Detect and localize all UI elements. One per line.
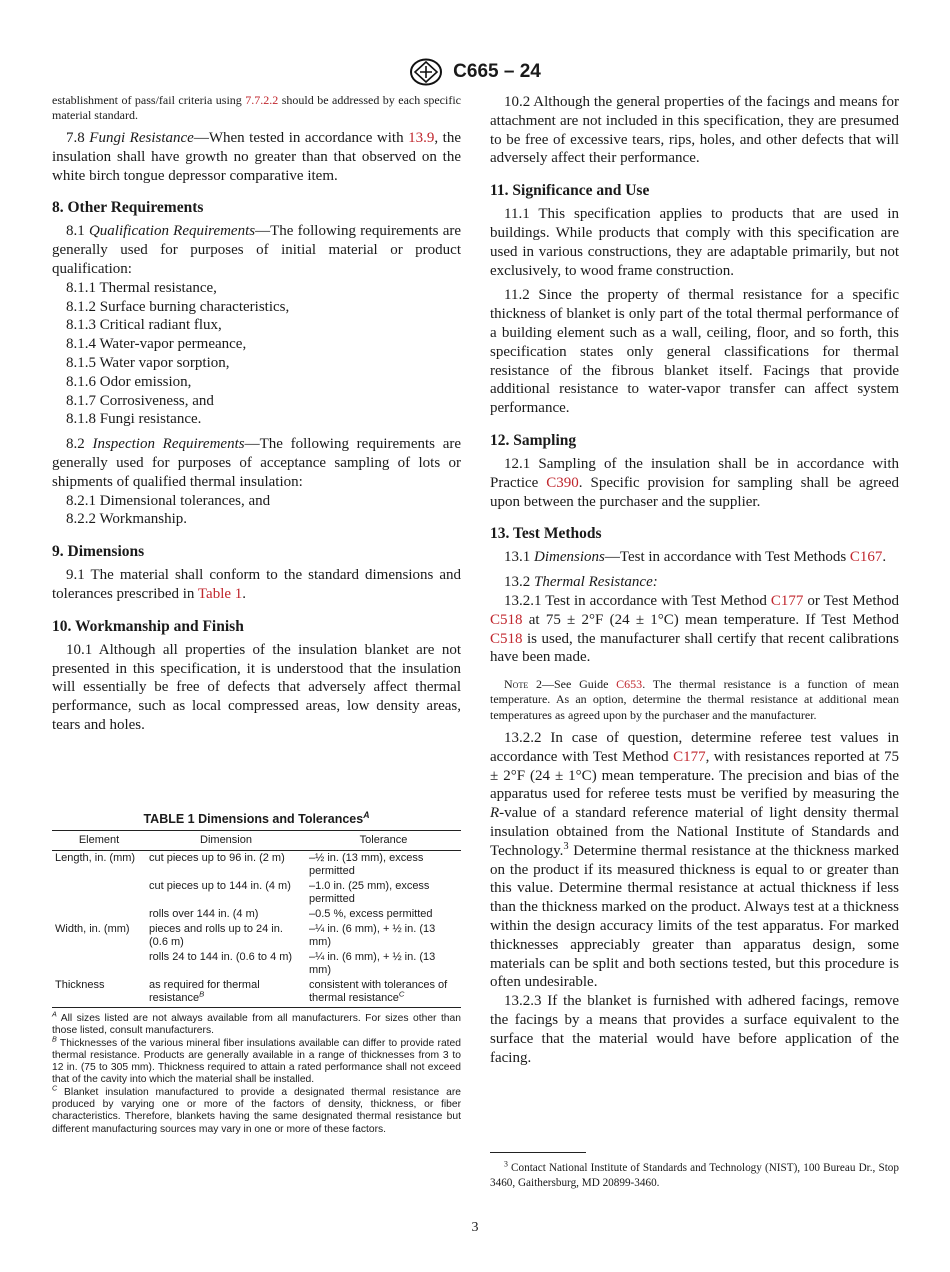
list-8-1 [52,279,461,429]
list-item: 8.1.1 Thermal resistance, [66,279,217,296]
continued-paragraph: establishment of pass/fail criteria using 7.7.2.2 should be addressed by each specific material standard. [52,93,462,122]
column-header: Dimension [146,831,306,851]
astm-logo-icon [409,58,443,86]
link-13-9[interactable]: 13.9 [408,130,435,146]
section-13-1: 13.1 Dimensions—Test in accordance with Test Methods C167. [504,549,887,566]
table-row [52,907,461,922]
section-8-1: 8.1 Qualification Requirements—The following requirements are generally used for purposes of initial material or product qualification: [52,223,462,277]
link-c167[interactable]: C167 [849,549,883,566]
table-cell: rolls over 144 in. (4 m) [149,908,259,920]
table-cell: rolls 24 to 144 in. (0.6 to 4 m) [149,951,293,963]
table-cell: as required for thermal resistance$^B$ [146,978,306,1008]
section-13-2-1: 13.2.1 Test in accordance with Test Method C177 or Test Method C518 at 75 ± 2°F (24 ± 1°C) mean temperature. If Test Method C518 is used, the manufacturer shall certify that recent calibrations have been made. [490,592,899,666]
footnote-rule [490,1152,586,1153]
table-cell: –½ in. (13 mm), excess permitted [309,852,424,877]
table-cell: cut pieces up to 96 in. (2 m) [149,852,285,864]
column-header: Element [52,831,146,851]
section-9-1: 9.1 The material shall conform to the standard dimensions and tolerances prescribed in Table 1. [52,567,461,602]
list-item: 8.1.2 Surface burning characteristics, [66,298,290,315]
table-cell [52,950,146,978]
heading-other-requirements: 8. Other Requirements [52,199,204,217]
heading-significance: 11. Significance and Use [490,182,650,200]
left-column [52,93,461,735]
section-11-1: 11.1 This specification applies to products that are used in buildings. While products that comply with this specification are used in various constructions, they are adaptable primarily, but not exclusively, to wood frame construction. [490,206,899,279]
page-number: 3 [471,1220,479,1235]
table-footnotes [52,1009,461,1136]
list-item: 8.1.6 Odor emission, [66,373,192,390]
table-footnote-b: $^B$ Thicknesses of the various mineral fiber insulations available can differ to provide rated thermal resistance. Products are generally available in a range of thicknesses from 3 to 12 in. (75 to 305 mm). Thickness required to attain a rated performance shall not exceed that of the cavity into which the material shall be installed. [52,1034,461,1086]
section-10-2: 10.2 Although the general properties of the facings and means for attachment are not included in this specification, they are presumed to be free of excessive tears, rips, holes, and other defects that will adversely affect their performance. [490,94,899,167]
heading-workmanship: 10. Workmanship and Finish [52,617,244,635]
table-cell: –¼ in. (6 mm), + ½ in. (13 mm) [309,923,436,948]
link-c518[interactable]: C518 [490,611,523,628]
footnote-3: $^3$ Contact National Institute of Standards and Technology (NIST), 100 Bureau Dr., Stop 3460, Gaithersburg, MD 20899-3460. [490,1159,899,1189]
table-row [52,851,461,880]
list-item: 8.1.8 Fungi resistance. [66,411,202,428]
table-row [52,922,461,950]
section-7-8: 7.8 Fungi Resistance—When tested in accordance with 13.9, the insulation shall have growth no greater than that observed on the white birch tongue depressor comparative item. [52,130,461,184]
link-c177[interactable]: C177 [673,748,706,765]
table-cell: Thickness [52,978,146,1008]
list-item: 8.1.7 Corrosiveness, and [66,392,214,409]
table-cell [52,879,146,907]
heading-dimensions: 9. Dimensions [52,543,145,561]
table-title: TABLE 1 Dimensions and Tolerances$^A$ [143,809,370,826]
section-13-2: 13.2 Thermal Resistance: [504,574,658,591]
list-8-2 [52,492,461,530]
link-c518[interactable]: C518 [490,630,523,647]
section-12-1: 12.1 Sampling of the insulation shall be in accordance with Practice C390. Specific provision for sampling shall be agreed upon between the purchaser and the supplier. [490,455,899,510]
table-cell: consistent with tolerances of thermal resistance$^C$ [306,978,461,1008]
table-cell: –1.0 in. (25 mm), excess permitted [309,880,430,905]
note-2: Note 2—See Guide C653. The thermal resistance is a function of mean temperature. As an option, determine the thermal resistance at additional mean temperatures as agreed upon by the purchaser and the manufacturer. [490,677,900,722]
list-item: 8.2.2 Workmanship. [66,511,188,528]
list-item: 8.2.1 Dimensional tolerances, and [66,492,271,509]
link-c177[interactable]: C177 [770,592,804,609]
link-7-7-2-2[interactable]: 7.7.2.2 [245,93,279,107]
dimensions-table [52,830,461,1008]
table-cell [52,907,146,922]
table-1 [52,809,461,1136]
table-cell: Width, in. (mm) [55,923,130,935]
section-13-2-2: 13.2.2 In case of question, determine referee test values in accordance with Test Method C177, with resistances reported at 75 ± 2°F (24 ± 1°C) mean temperature. The precision and bias of the apparatus used for referee tests must be verified by measuring the R-value of a standard reference material of light density thermal insulation obtained from the National Institute of Standards and Technology.$^3$ Determine thermal resistance at the thickness marked on the product if its measured thickness is equal to or greater than this value. Determine thermal resistance at actual thickness if less than the thickness marked on the product. Always test at a thickness within the design accuracy limits of the test apparatus. For marked thicknesses appreciably greater than apparatus design, some materials can be split and both sections tested, but this procedure is often undesirable. [490,730,899,991]
list-item: 8.1.3 Critical radiant flux, [66,317,222,334]
right-column [490,93,899,1067]
table-header-row [52,831,461,851]
table-cell: cut pieces up to 144 in. (4 m) [149,880,291,892]
table-cell: –¼ in. (6 mm), + ½ in. (13 mm) [309,951,436,976]
table-row [52,879,461,907]
section-13-2-3: 13.2.3 If the blanket is furnished with adhered facings, remove the facings by a means that provides a surface equivalent to the surface that the material would have before application of the facing. [490,993,899,1066]
table-footnote-c: $^C$ Blanket insulation manufactured to provide a designated thermal resistance are produced by varying one or more of the factors of density, thickness, or fiber characteristics. Therefore, blankets having the same designated thermal resistance but different manufacturing sources may vary in one or more of these factors. [52,1083,461,1135]
list-item: 8.1.5 Water vapor sorption, [66,354,230,371]
table-row [52,950,461,978]
table-cell: pieces and rolls up to 24 in. (0.6 m) [149,923,283,948]
section-8-2: 8.2 Inspection Requirements—The following requirements are generally used for purposes of acceptance sampling of lots or shipments of qualified thermal insulation: [52,436,462,490]
heading-sampling: 12. Sampling [490,431,577,449]
table-cell: Length, in. (mm) [55,852,136,864]
standard-designation: C665 – 24 [453,61,541,82]
table-cell: –0.5 %, excess permitted [309,908,433,920]
link-c653[interactable]: C653 [616,677,643,692]
section-11-2: 11.2 Since the property of thermal resistance for a specific thickness of blanket is only part of the total thermal performance of a building element such as a wall, ceiling, floor, and so forth, this specification states only general classifications for thermal resistance of the fibrous blanket itself. Facings that provide additional resistance to water-vapor transfer can affect system performance. [490,287,899,417]
section-10-1: 10.1 Although all properties of the insulation blanket are not presented in this specification, it is understood that the insulation will essentially be free of defects that adversely affect thermal performance, such as local compressed areas, low density areas, tears and holes. [52,641,461,733]
heading-test-methods: 13. Test Methods [490,525,602,543]
column-header: Tolerance [306,831,461,851]
table-footnote-a: $^A$ All sizes listed are not always available from all manufacturers. For sizes other than those listed, consult manufacturers. [52,1009,461,1037]
list-item: 8.1.4 Water-vapor permeance, [66,336,247,353]
link-c390[interactable]: C390 [546,474,579,491]
page-header [0,58,950,86]
link-table-1[interactable]: Table 1 [197,585,243,602]
table-row [52,978,461,1008]
